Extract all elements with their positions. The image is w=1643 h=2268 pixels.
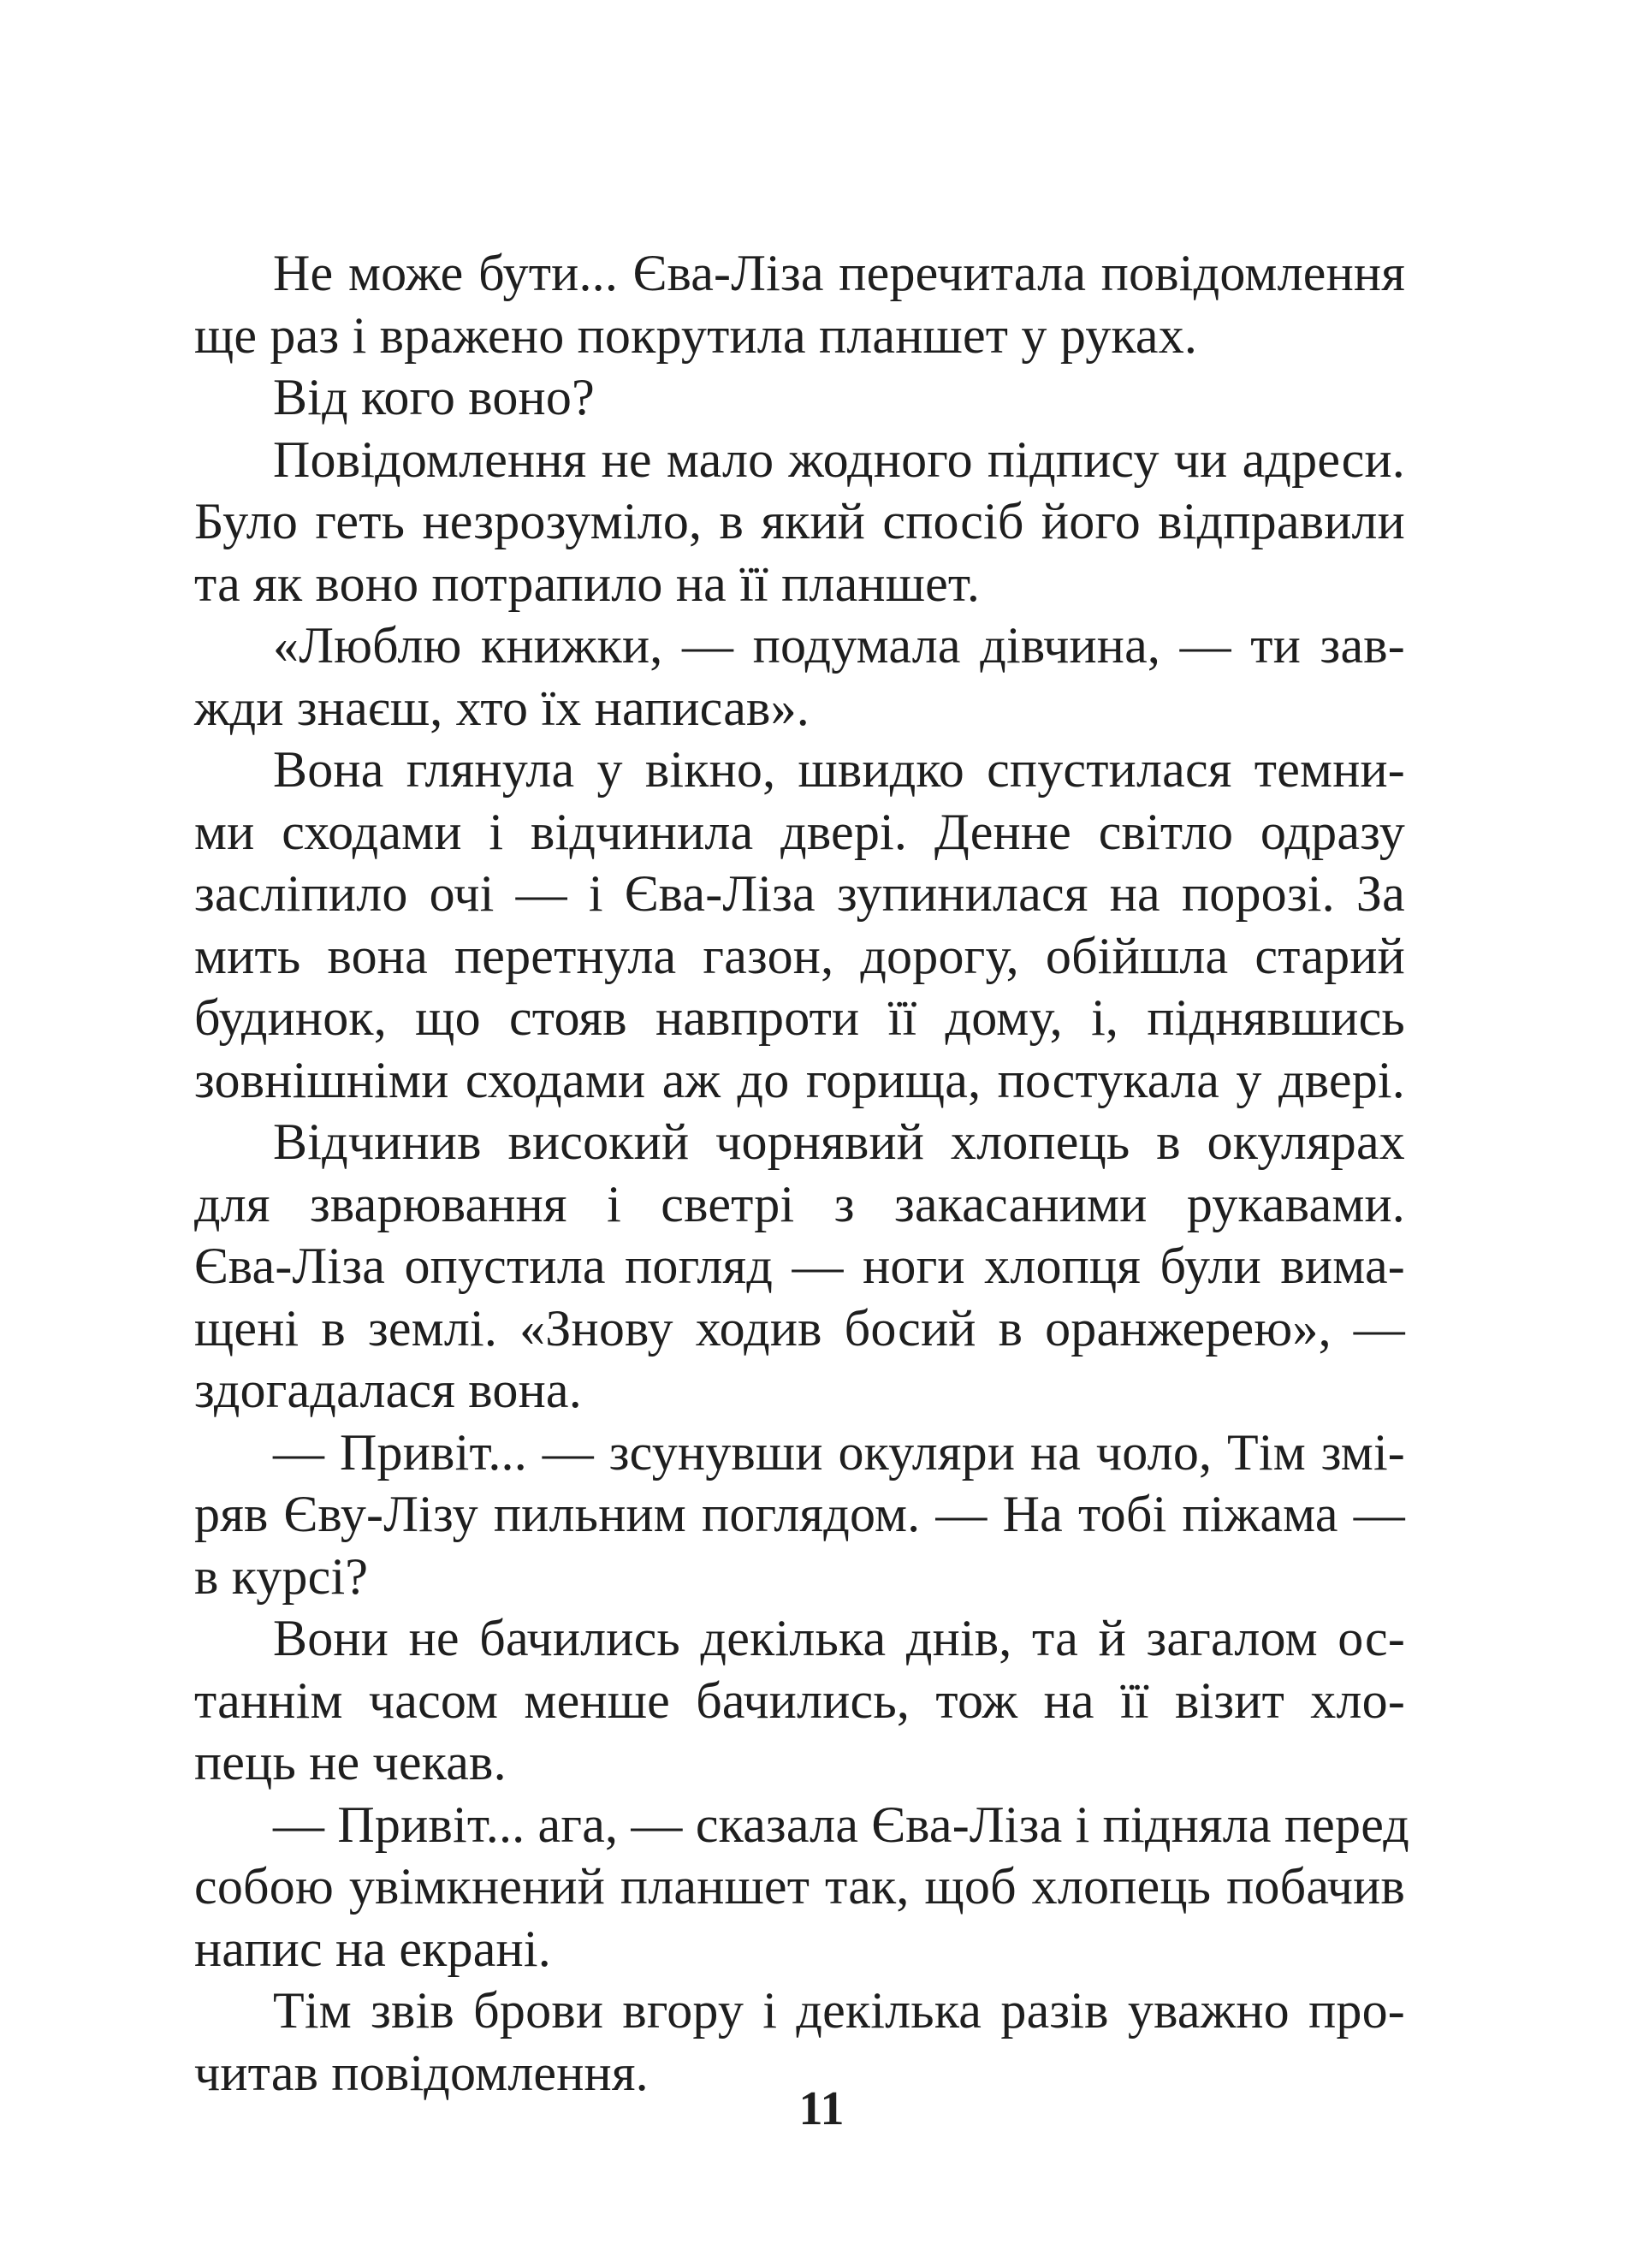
text-line: жди знаєш, хто їх написав».	[194, 679, 810, 736]
text-line: ми сходами і відчинила двері. Денне світло одразу	[194, 803, 1405, 860]
text-line: Було геть незрозуміло, в який спосіб його відправили	[194, 493, 1405, 549]
text-line: ще раз і вражено покрутила планшет у руках.	[194, 306, 1198, 364]
text-line: зовнішніми сходами аж до горища, постукала у двері.	[194, 1051, 1405, 1108]
text-line: засліпило очі — і Єва-Ліза зупинилася на порозі. За	[194, 865, 1405, 922]
text-line: — Привіт... — зсунувши окуляри на чоло, Тім змі-	[273, 1423, 1405, 1481]
text-line: ряв Єву-Лізу пильним поглядом. — На тобі піжама —	[194, 1486, 1405, 1542]
text-line: в курсі?	[194, 1547, 369, 1605]
text-line: таннім часом менше бачились, тож на її візит хло-	[194, 1671, 1405, 1729]
text-line: Відчинив високий чорнявий хлопець в окулярах	[273, 1113, 1405, 1170]
text-line: «Люблю книжки, — подумала дівчина, — ти зав-	[273, 617, 1405, 674]
text-line: будинок, що стояв навпроти її дому, і, піднявшись	[194, 989, 1405, 1046]
text-line: Вони не бачились декілька днів, та й загалом ос-	[273, 1610, 1405, 1666]
text-line: читав повідомлення.	[194, 2044, 649, 2101]
text-line: пець не чекав.	[194, 1734, 507, 1790]
text-line: щені в землі. «Знову ходив босий в оранжерею», —	[194, 1299, 1405, 1357]
text-line: мить вона перетнула газон, дорогу, обійшла старий	[194, 927, 1405, 984]
text-line: Вона глянула у вікно, швидко спустилася темни-	[273, 741, 1405, 798]
text-line: Єва-Ліза опустила погляд — ноги хлопця були вима-	[194, 1238, 1405, 1294]
text-line: Повідомлення не мало жодного підпису чи адреси.	[273, 430, 1405, 488]
text-line: напис на екрані.	[194, 1920, 551, 1977]
body-text	[194, 242, 1409, 2104]
text-line: та як воно потрапило на її планшет.	[194, 555, 981, 612]
text-line: — Привіт... ага, — сказала Єва-Ліза і підняла перед	[273, 1796, 1409, 1853]
text-line: Тім звів брови вгору і декілька разів уважно про-	[273, 1982, 1405, 2039]
text-line: собою увімкнений планшет так, щоб хлопець побачив	[194, 1858, 1405, 1915]
text-line: для зварювання і светрі з закасаними рукавами.	[194, 1175, 1405, 1232]
text-line: здогадалася вона.	[194, 1362, 582, 1418]
text-line: Від кого воно?	[273, 369, 595, 425]
text-line: Не може бути... Єва-Ліза перечитала повідомлення	[273, 245, 1405, 301]
page-number: 11	[798, 2082, 845, 2135]
